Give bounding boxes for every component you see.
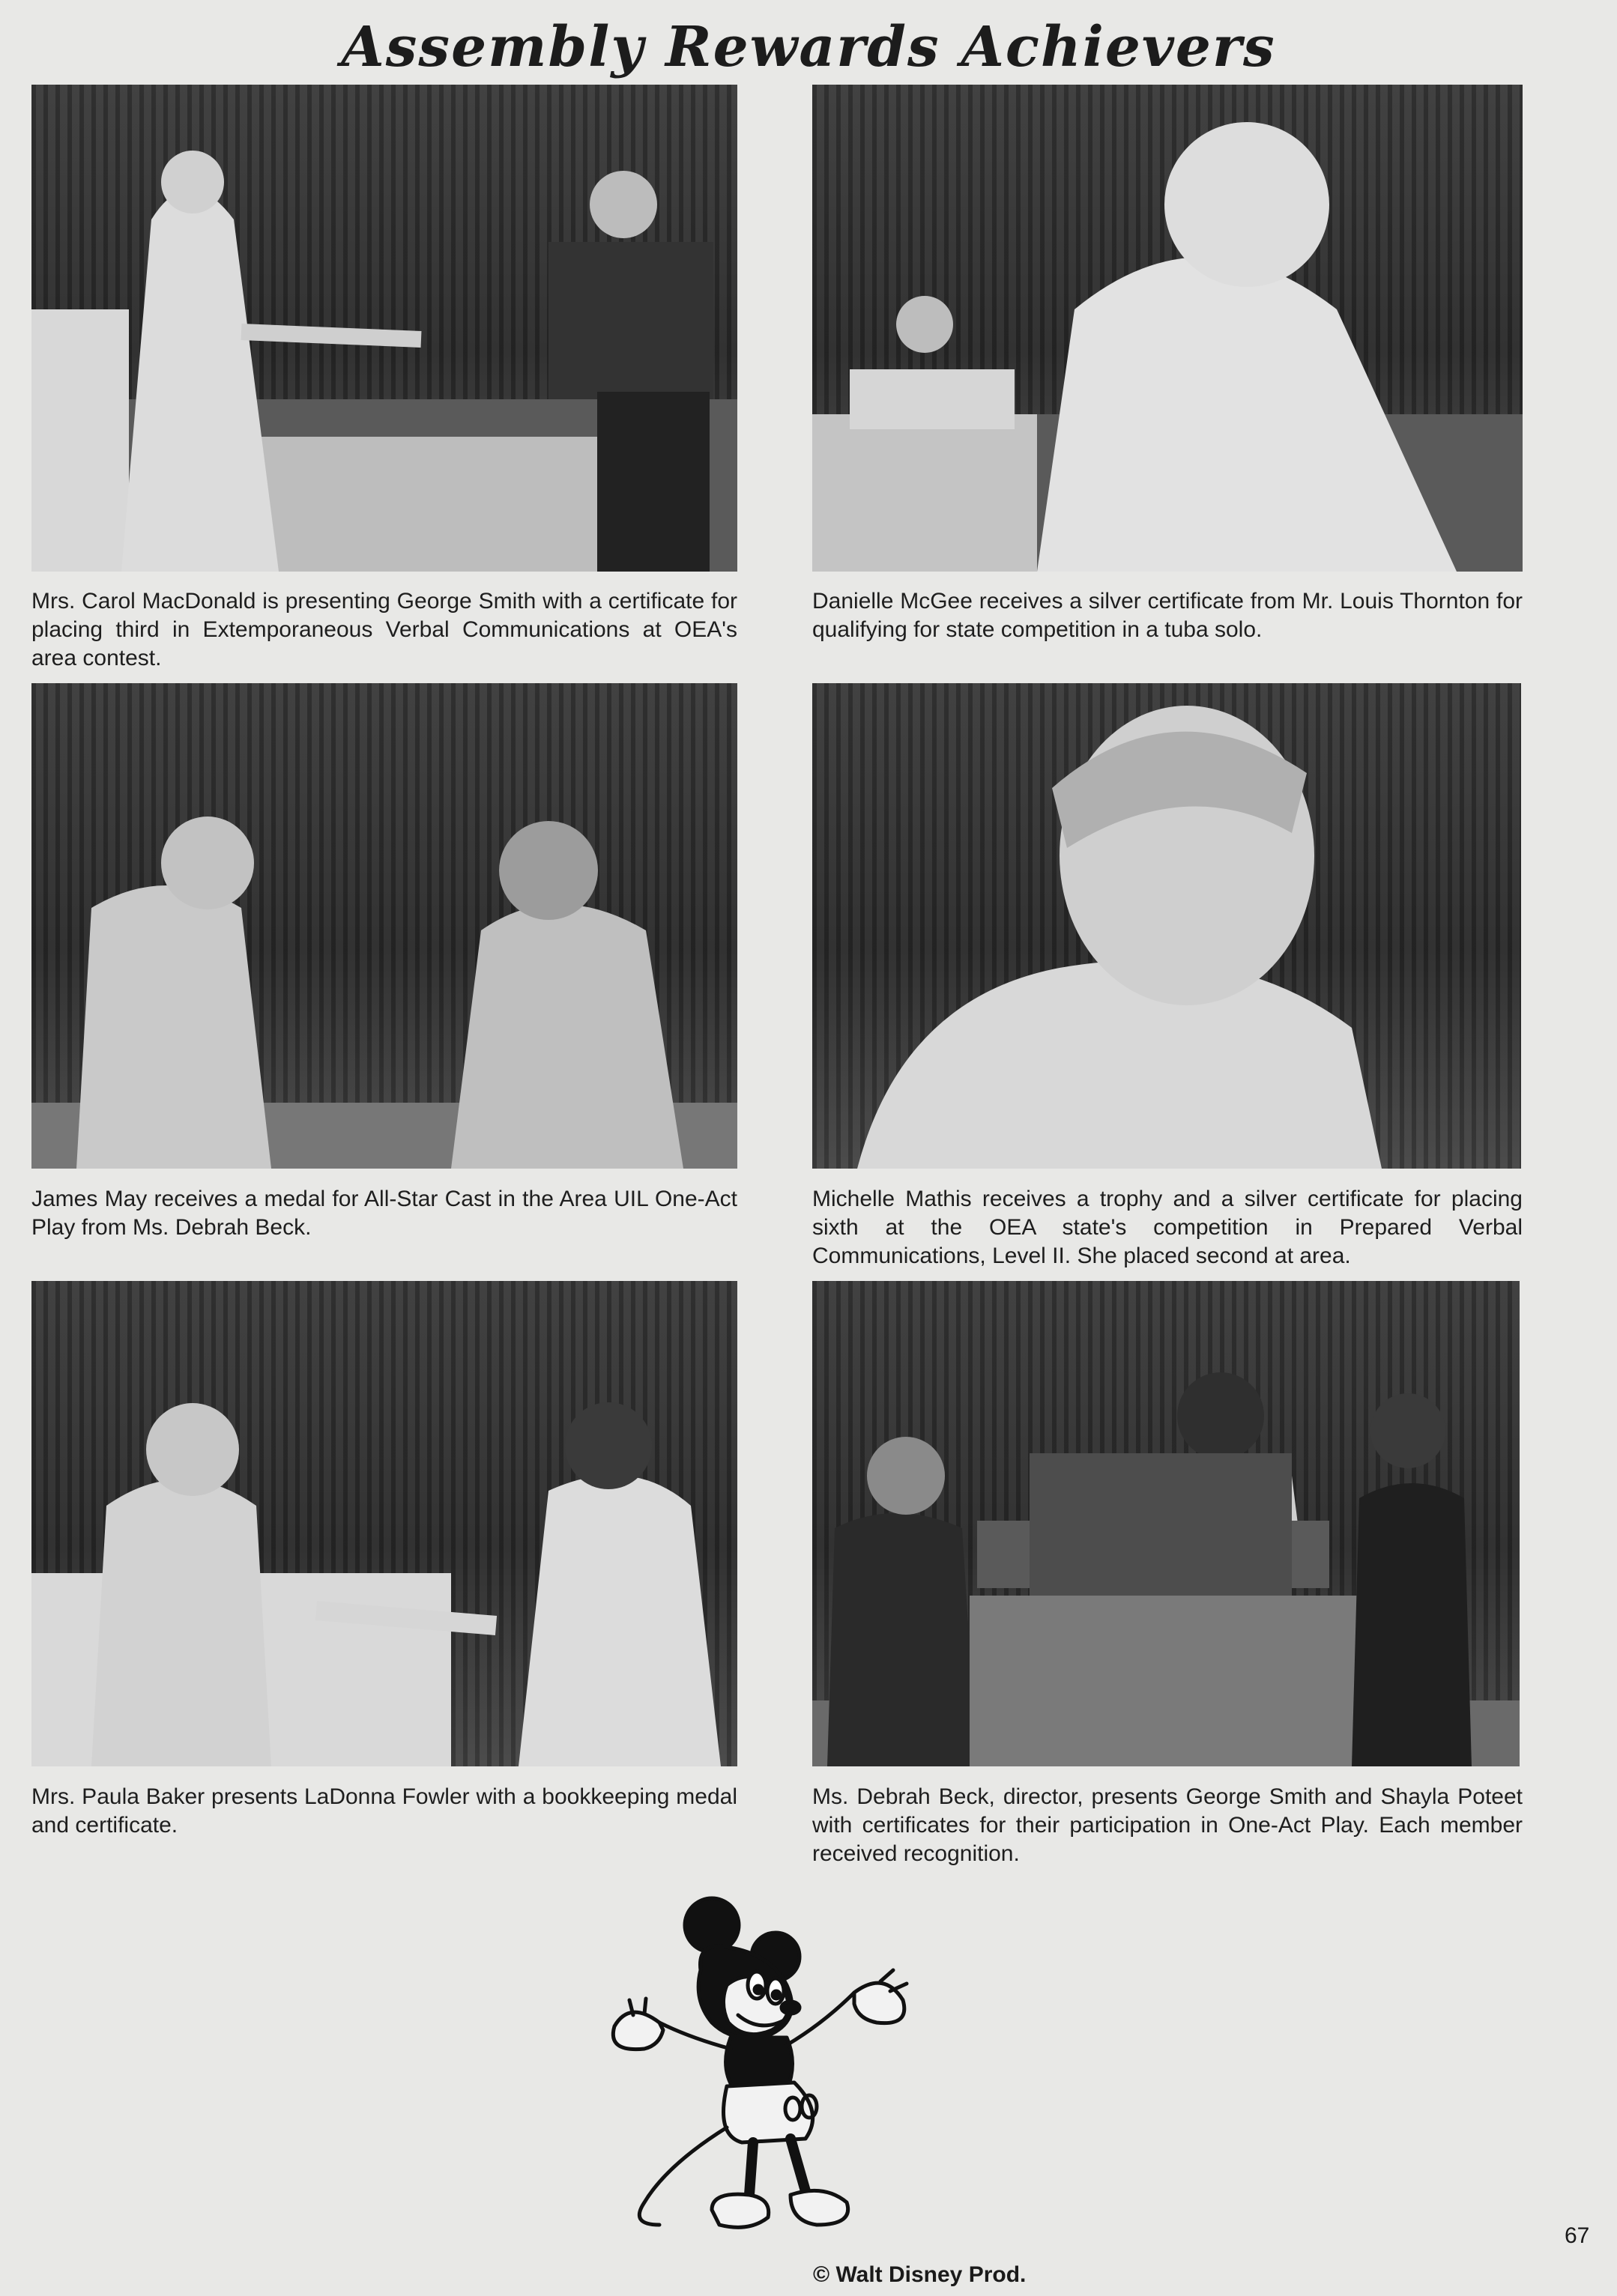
photo-scene-icon (812, 683, 1521, 1169)
copyright-notice: © Walt Disney Prod. (813, 2262, 1027, 2287)
photo-baker-fowler (31, 1281, 737, 1766)
photo-scene-icon (31, 683, 737, 1169)
photo-scene-icon (812, 85, 1523, 572)
page-title: Assembly Rewards Achievers (341, 15, 1276, 79)
mickey-mouse-illustration (599, 1895, 922, 2255)
page-number: 67 (1565, 2223, 1590, 2248)
photo-beck-smith-poteet (812, 1281, 1520, 1766)
photo-scene-icon (31, 1281, 737, 1766)
photo-mcgee-thornton (812, 85, 1523, 572)
photo-mathis (812, 683, 1521, 1169)
photo-caption: Michelle Mathis receives a trophy and a silver certificate for placing sixth at the OEA state's competition in Prepared Verbal Communications, Level II. She placed second at area. (812, 1187, 1523, 1268)
photo-macdonald-smith (31, 85, 737, 572)
photo-caption: Mrs. Carol MacDonald is presenting George Smith with a certificate for placing third in Extemporaneous Verbal Communications at OEA's area contest. (31, 589, 737, 670)
photo-may-beck (31, 683, 737, 1169)
photo-caption: James May receives a medal for All-Star Cast in the Area UIL One-Act Play from Ms. Debrah Beck. (31, 1187, 737, 1240)
photo-scene-icon (812, 1281, 1520, 1766)
photo-caption: Danielle McGee receives a silver certificate from Mr. Louis Thornton for qualifying for state competition in a tuba solo. (812, 589, 1523, 642)
photo-caption: Ms. Debrah Beck, director, presents George Smith and Shayla Poteet with certificates for their participation in One-Act Play. Each member received recognition. (812, 1784, 1523, 1866)
photo-caption: Mrs. Paula Baker presents LaDonna Fowler with a bookkeeping medal and certificate. (31, 1784, 737, 1838)
photo-scene-icon (31, 85, 737, 572)
